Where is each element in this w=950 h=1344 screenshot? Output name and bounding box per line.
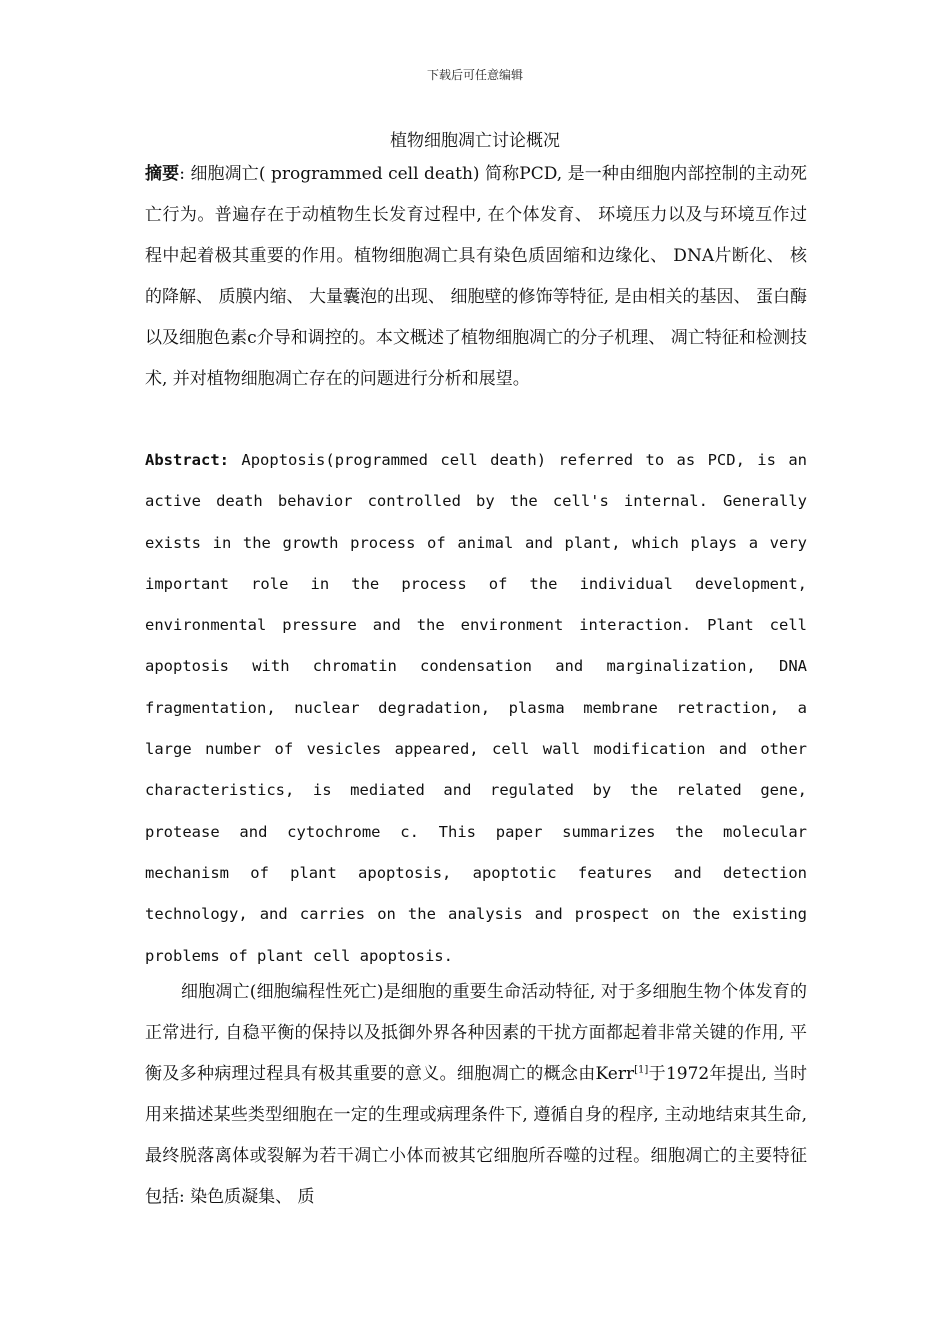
abstract-en-label: Abstract: bbox=[145, 451, 229, 469]
header-note: 下载后可任意编辑 bbox=[426, 68, 523, 82]
abstract-en-text: Apoptosis(programmed cell death) referred to as PCD, is an active death behavior controlled by the cell's internal. Generally exists in the growth process of animal and plant, which plays a very important role in the process of the individual development, environmental pressure and the environment interaction. Plant cell apoptosis with chromatin condensation and marginalization, DNA fragmentation, nuclear degradation, plasma membrane retraction, a large number of vesicles appeared, cell wall modification and other characteristics, is mediated and regulated by the related gene, protease and cytochrome c. This paper summarizes the molecular mechanism of plant apoptosis, apoptotic features and detection technology, and carries on the analysis and prospect on the existing problems of plant cell apoptosis. bbox=[145, 451, 807, 965]
body-paragraph bbox=[145, 972, 807, 1218]
citation-ref[interactable]: [1] bbox=[634, 1064, 649, 1076]
page-title: 植物细胞凋亡讨论概况 bbox=[390, 131, 560, 151]
abstract-cn-label: 摘要 bbox=[145, 164, 180, 184]
abstract-cn-text: : 细胞凋亡( programmed cell death) 简称PCD, 是一种由细胞内部控制的主动死亡行为。普遍存在于动植物生长发育过程中, 在个体发育、 环境压力以及与环境互作过程中起着极其重要的作用。植物细胞凋亡具有染色质固缩和边缘化、 DNA片断化、 核的降解、 质膜内缩、 大量囊泡的出现、 细胞壁的修饰等特征, 是由相关的基因、 蛋白酶以及细胞色素c介导和调控的。本文概述了植物细胞凋亡的分子机理、 凋亡特征和检测技术, 并对植物细胞凋亡存在的问题进行分析和展望。 bbox=[145, 164, 807, 389]
abstract-en bbox=[145, 440, 807, 977]
body-text-part2: 于1972年提出, 当时用来描述某些类型细胞在一定的生理或病理条件下, 遵循自身的程序, 主动地结束其生命, 最终脱落离体或裂解为若干凋亡小体而被其它细胞所吞噬的过程。细胞凋亡的主要特征包括: 染色质凝集、 质 bbox=[145, 1064, 808, 1207]
body-text-part1: 细胞凋亡(细胞编程性死亡)是细胞的重要生命活动特征, 对于多细胞生物个体发育的正常进行, 自稳平衡的保持以及抵御外界各种因素的干扰方面都起着非常关键的作用, 平衡及多种病理过程具有极其重要的意义。细胞凋亡的概念由Kerr bbox=[145, 982, 807, 1084]
abstract-cn bbox=[145, 154, 807, 400]
